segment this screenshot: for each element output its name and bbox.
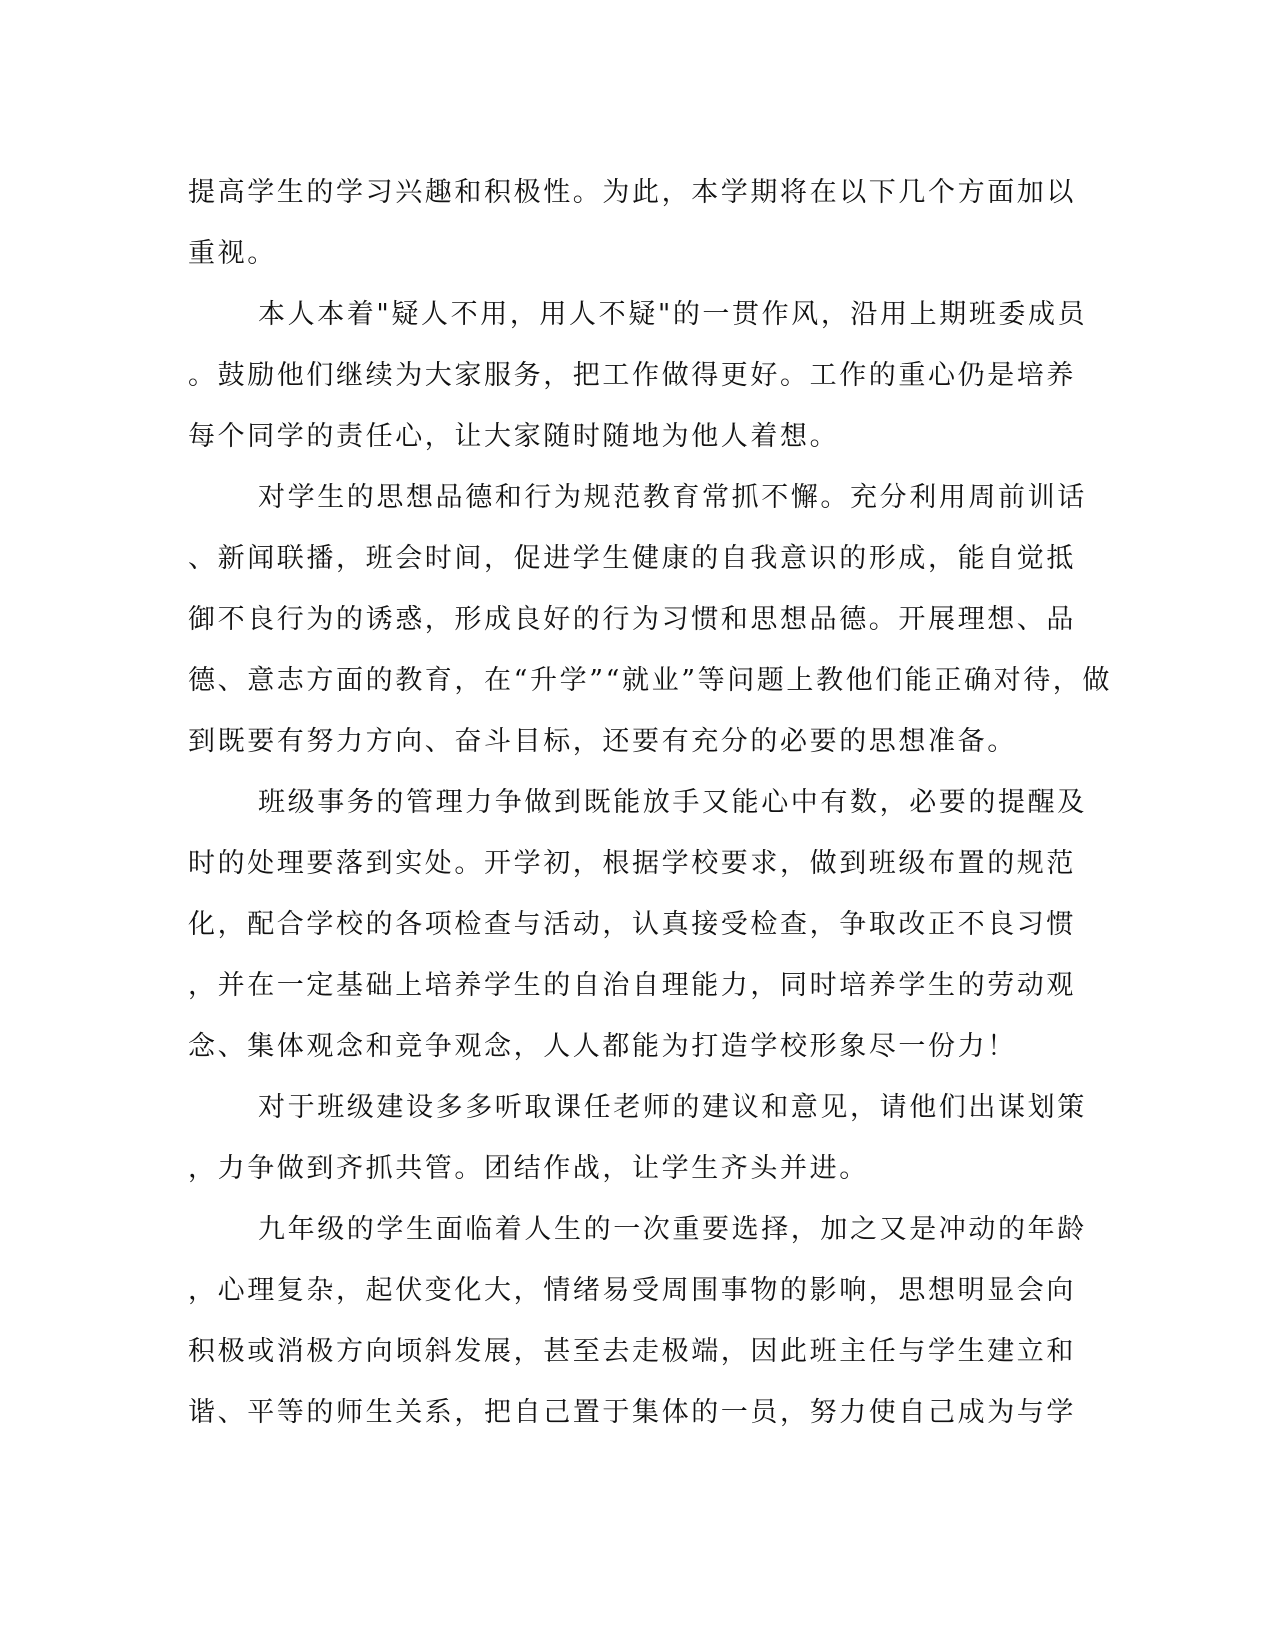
paragraph-6: [188, 1199, 1087, 1443]
paragraph-line: 积极或消极方向顷斜发展，甚至去走极端，因此班主任与学生建立和: [188, 1336, 1076, 1367]
paragraph-first-line: 本人本着"疑人不用，用人不疑"的一贯作风，沿用上期班委成员: [258, 299, 1088, 330]
paragraph-line: ，并在一定基础上培养学生的自治自理能力，同时培养学生的劳动观: [188, 970, 1076, 1001]
paragraph-line: ，力争做到齐抓共管。团结作战，让学生齐头并进。: [188, 1153, 869, 1184]
paragraph-line: 念、集体观念和竞争观念，人人都能为打造学校形象尽一份力！: [188, 1031, 1017, 1062]
document-body: [188, 162, 1113, 1443]
paragraph-line: 每个同学的责任心，让大家随时随地为他人着想。: [188, 421, 840, 452]
paragraph-3: [188, 467, 1113, 772]
paragraph-first-line: 班级事务的管理力争做到既能放手又能心中有数，必要的提醒及: [258, 787, 1087, 818]
paragraph-first-line: 九年级的学生面临着人生的一次重要选择，加之又是冲动的年龄: [258, 1214, 1087, 1245]
paragraph-line: 德、意志方面的教育，在“升学”“就业”等问题上教他们能正确对待，做: [188, 665, 1113, 696]
paragraph-4: [188, 772, 1087, 1077]
paragraph-line: ，心理复杂，起伏变化大，情绪易受周围事物的影响，思想明显会向: [188, 1275, 1076, 1306]
paragraph-line: 、新闻联播，班会时间，促进学生健康的自我意识的形成，能自觉抵: [188, 543, 1076, 574]
paragraph-line: 到既要有努力方向、奋斗目标，还要有充分的必要的思想准备。: [188, 726, 1017, 757]
paragraph-line: 时的处理要落到实处。开学初，根据学校要求，做到班级布置的规范: [188, 848, 1076, 879]
paragraph-line: 御不良行为的诱惑，形成良好的行为习惯和思想品德。开展理想、品: [188, 604, 1076, 635]
paragraph-line: 谐、平等的师生关系，把自己置于集体的一员，努力使自己成为与学: [188, 1397, 1076, 1428]
paragraph-line: 重视。: [188, 238, 277, 269]
paragraph-5: [188, 1077, 1087, 1199]
paragraph-2: [188, 284, 1088, 467]
paragraph-first-line: 对于班级建设多多听取课任老师的建议和意见，请他们出谋划策: [258, 1092, 1087, 1123]
paragraph-line: 提高学生的学习兴趣和积极性。为此，本学期将在以下几个方面加以: [188, 177, 1076, 208]
paragraph-line: 化，配合学校的各项检查与活动，认真接受检查，争取改正不良习惯: [188, 909, 1076, 940]
paragraph-first-line: 对学生的思想品德和行为规范教育常抓不懈。充分利用周前训话: [258, 482, 1087, 513]
paragraph-line: 。鼓励他们继续为大家服务，把工作做得更好。工作的重心仍是培养: [188, 360, 1076, 391]
paragraph-1: [188, 162, 1078, 284]
